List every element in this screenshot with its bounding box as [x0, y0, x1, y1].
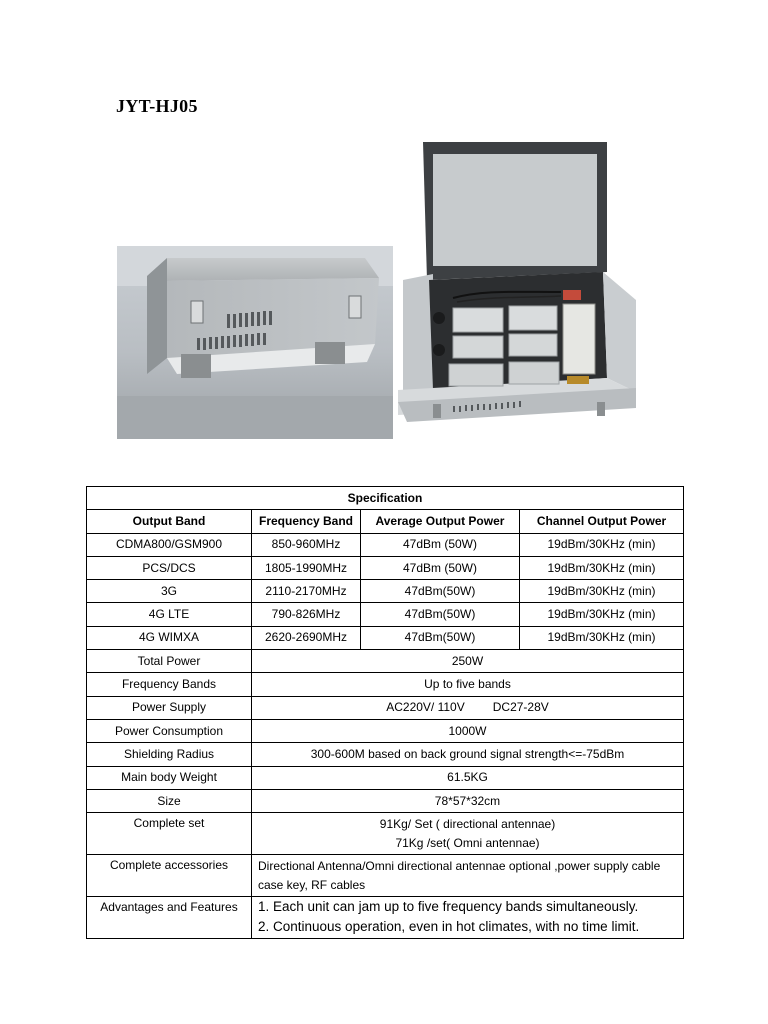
table-cell: 47dBm (50W): [361, 556, 520, 579]
power-consumption-row: [87, 719, 684, 742]
table-cell: PCS/DCS: [87, 556, 252, 579]
table-cell: 19dBm/30KHz (min): [520, 580, 684, 603]
table-cell: 19dBm/30KHz (min): [520, 626, 684, 649]
table-row: [87, 556, 684, 579]
table-cell: 4G WIMXA: [87, 626, 252, 649]
table-row: [87, 533, 684, 556]
row-label: Complete set: [87, 813, 252, 855]
row-value: [252, 897, 684, 939]
table-cell: 47dBm(50W): [361, 580, 520, 603]
row-label: Main body Weight: [87, 766, 252, 789]
row-value: 1000W: [252, 719, 684, 742]
row-value: 78*57*32cm: [252, 789, 684, 812]
power-supply-row: [87, 696, 684, 719]
table-caption-row: [87, 487, 684, 510]
complete-set-row: [87, 813, 684, 855]
table-cell: 47dBm (50W): [361, 533, 520, 556]
row-value: 250W: [252, 650, 684, 673]
table-caption: Specification: [87, 487, 684, 510]
table-cell: CDMA800/GSM900: [87, 533, 252, 556]
table-cell: 790-826MHz: [252, 603, 361, 626]
table-cell: 47dBm(50W): [361, 626, 520, 649]
table-cell: 19dBm/30KHz (min): [520, 603, 684, 626]
product-title: JYT-HJ05: [116, 96, 198, 116]
row-label: Frequency Bands: [87, 673, 252, 696]
power-supply-ac: AC220V/ 110V: [386, 700, 465, 715]
row-label: Advantages and Features: [87, 897, 252, 939]
table-row: [87, 603, 684, 626]
size-row: [87, 789, 684, 812]
shielding-radius-row: [87, 743, 684, 766]
row-value: Up to five bands: [252, 673, 684, 696]
row-label: Shielding Radius: [87, 743, 252, 766]
row-value: 300-600M based on back ground signal strength<=-75dBm: [252, 743, 684, 766]
table-header-row: [87, 510, 684, 533]
table-cell: 3G: [87, 580, 252, 603]
row-value: [252, 855, 684, 897]
complete-accessories-row: [87, 855, 684, 897]
frequency-bands-row: [87, 673, 684, 696]
row-label: Complete accessories: [87, 855, 252, 897]
row-value: 61.5KG: [252, 766, 684, 789]
column-header: Channel Output Power: [520, 510, 684, 533]
column-header: Output Band: [87, 510, 252, 533]
specification-table: [86, 486, 684, 939]
advantage-line: 1. Each unit can jam up to five frequency bands simultaneously.: [258, 899, 639, 915]
row-label: Power Supply: [87, 696, 252, 719]
table-cell: 850-960MHz: [252, 533, 361, 556]
row-label: Power Consumption: [87, 719, 252, 742]
table-row: [87, 626, 684, 649]
column-header: Average Output Power: [361, 510, 520, 533]
accessories-line: case key, RF cables: [258, 877, 366, 892]
table-cell: 47dBm(50W): [361, 603, 520, 626]
total-power-row: [87, 650, 684, 673]
open-cabinet-photo: [393, 140, 640, 442]
advantages-row: [87, 897, 684, 939]
row-label: Total Power: [87, 650, 252, 673]
row-label: Size: [87, 789, 252, 812]
accessories-line: Directional Antenna/Omni directional antennae optional ,power supply cable: [258, 858, 661, 873]
table-cell: 19dBm/30KHz (min): [520, 556, 684, 579]
table-cell: 19dBm/30KHz (min): [520, 533, 684, 556]
table-cell: 4G LTE: [87, 603, 252, 626]
row-value: [252, 813, 684, 855]
table-cell: 2110-2170MHz: [252, 580, 361, 603]
main-body-weight-row: [87, 766, 684, 789]
closed-cabinet-photo: [117, 246, 393, 439]
advantage-line: 2. Continuous operation, even in hot climates, with no time limit.: [258, 919, 640, 935]
row-value: [252, 696, 684, 719]
table-cell: 1805-1990MHz: [252, 556, 361, 579]
column-header: Frequency Band: [252, 510, 361, 533]
complete-set-line: 71Kg /set( Omni antennae): [395, 835, 540, 850]
table-cell: 2620-2690MHz: [252, 626, 361, 649]
power-supply-dc: DC27-28V: [492, 700, 549, 715]
table-row: [87, 580, 684, 603]
complete-set-line: 91Kg/ Set ( directional antennae): [379, 816, 556, 831]
